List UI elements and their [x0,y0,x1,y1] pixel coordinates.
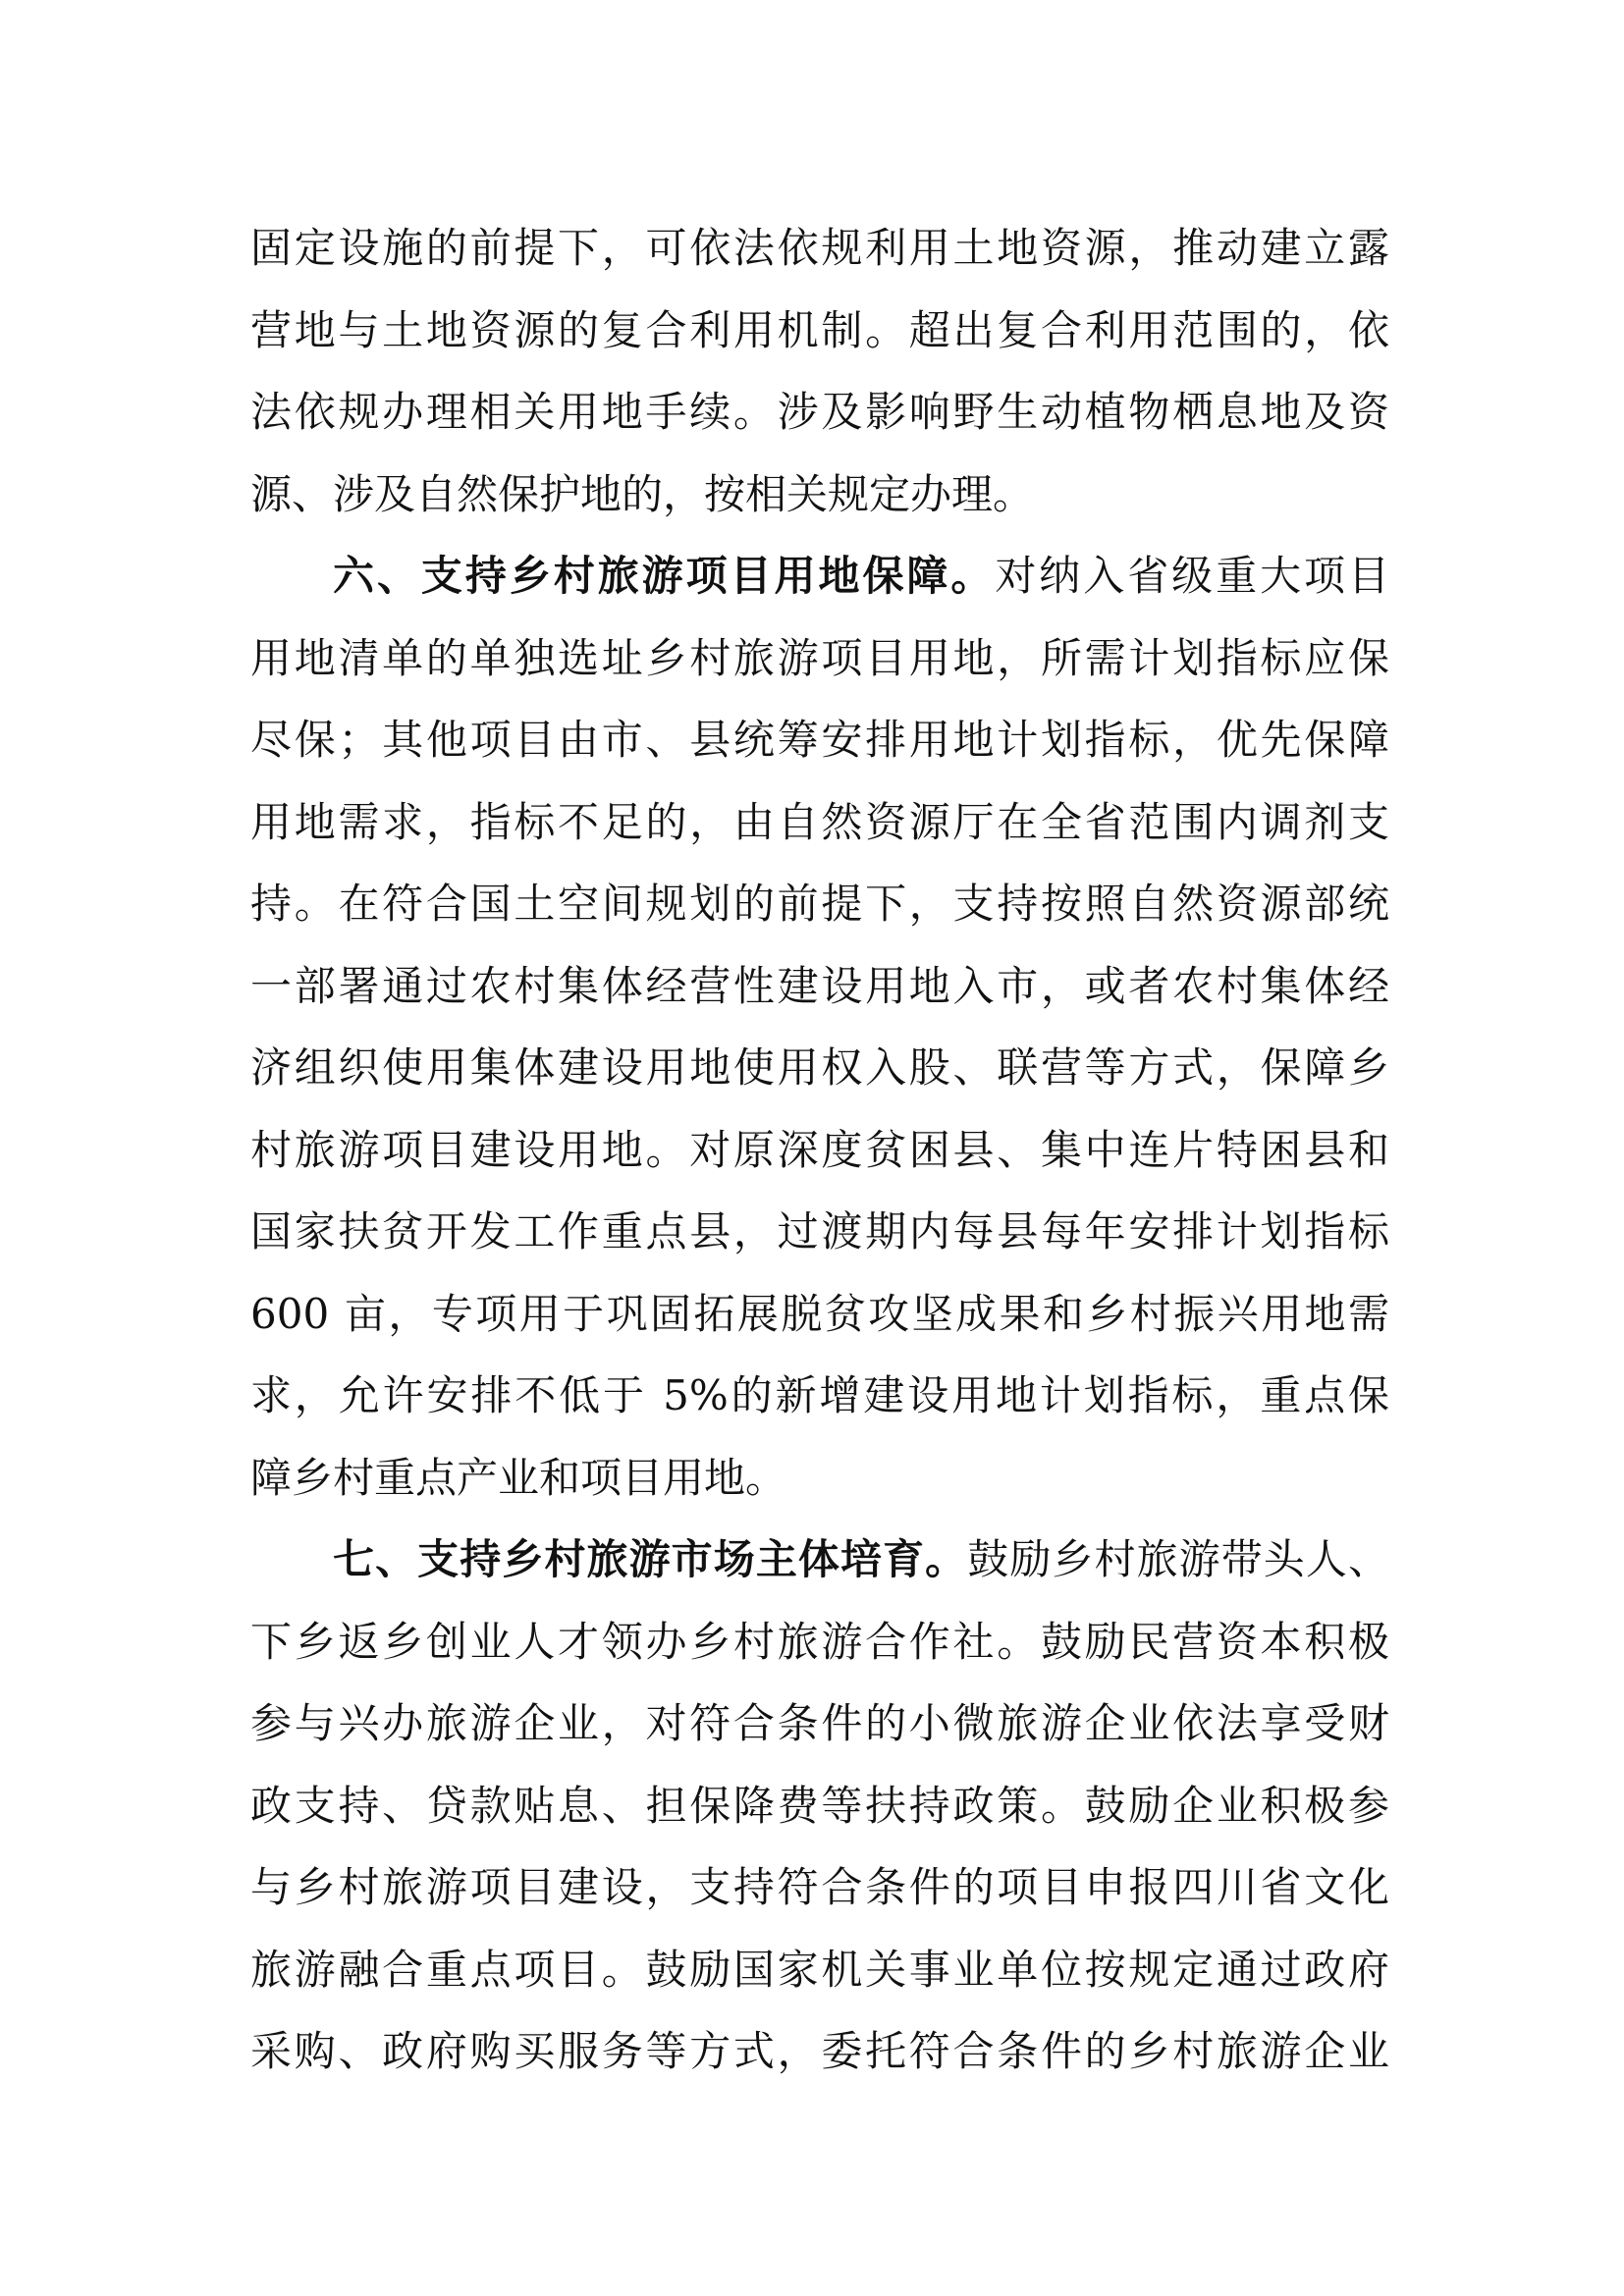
body-line-14: 600 亩，专项用于巩固拓展脱贫攻坚成果和乡村振兴用地需 [250,1289,1389,1338]
body-line-11: 济组织使用集体建设用地使用权入股、联营等方式，保障乡 [250,1043,1389,1092]
body-line-21: 与乡村旅游项目建设，支持符合条件的项目申报四川省文化 [250,1863,1389,1911]
section-7-heading: 七、支持乡村旅游市场主体培育。 [333,1535,968,1583]
section-7-lead-text: 鼓励乡村旅游带头人、 [967,1535,1389,1583]
section-7-first-line [250,1519,1389,1601]
body-line-1: 固定设施的前提下，可依法依规利用土地资源，推动建立露 [250,224,1389,272]
body-line-18: 下乡返乡创业人才领办乡村旅游合作社。鼓励民营资本积极 [250,1617,1389,1666]
body-line-9: 持。在符合国土空间规划的前提下，支持按照自然资源部统 [250,880,1389,928]
body-line-22: 旅游融合重点项目。鼓励国家机关事业单位按规定通过政府 [250,1945,1389,1994]
body-line-4: 源、涉及自然保护地的，按相关规定办理。 [250,469,1035,518]
document-body [250,207,1389,2093]
section-6-heading: 六、支持乡村旅游项目用地保障。 [333,552,996,600]
body-line-15: 求，允许安排不低于 5%的新增建设用地计划指标，重点保 [250,1371,1389,1419]
body-line-3: 法依规办理相关用地手续。涉及影响野生动植物栖息地及资 [250,388,1389,436]
body-line-6: 用地清单的单独选址乡村旅游项目用地，所需计划指标应保 [250,633,1389,682]
section-6-lead-text: 对纳入省级重大项目 [995,552,1389,600]
body-line-23: 采购、政府购买服务等方式，委托符合条件的乡村旅游企业 [250,2027,1389,2075]
body-line-19: 参与兴办旅游企业，对符合条件的小微旅游企业依法享受财 [250,1699,1389,1747]
body-line-2: 营地与土地资源的复合利用机制。超出复合利用范围的，依 [250,305,1389,354]
body-line-16: 障乡村重点产业和项目用地。 [250,1453,787,1502]
body-line-13: 国家扶贫开发工作重点县，过渡期内每县每年安排计划指标 [250,1207,1389,1255]
body-line-7: 尽保；其他项目由市、县统筹安排用地计划指标，优先保障 [250,716,1389,764]
body-line-20: 政支持、贷款贴息、担保降费等扶持政策。鼓励企业积极参 [250,1781,1389,1830]
body-line-10: 一部署通过农村集体经营性建设用地入市，或者农村集体经 [250,961,1389,1010]
body-line-8: 用地需求，指标不足的，由自然资源厅在全省范围内调剂支 [250,797,1389,846]
section-6-first-line [250,535,1389,617]
body-line-12: 村旅游项目建设用地。对原深度贫困县、集中连片特困县和 [250,1125,1389,1174]
